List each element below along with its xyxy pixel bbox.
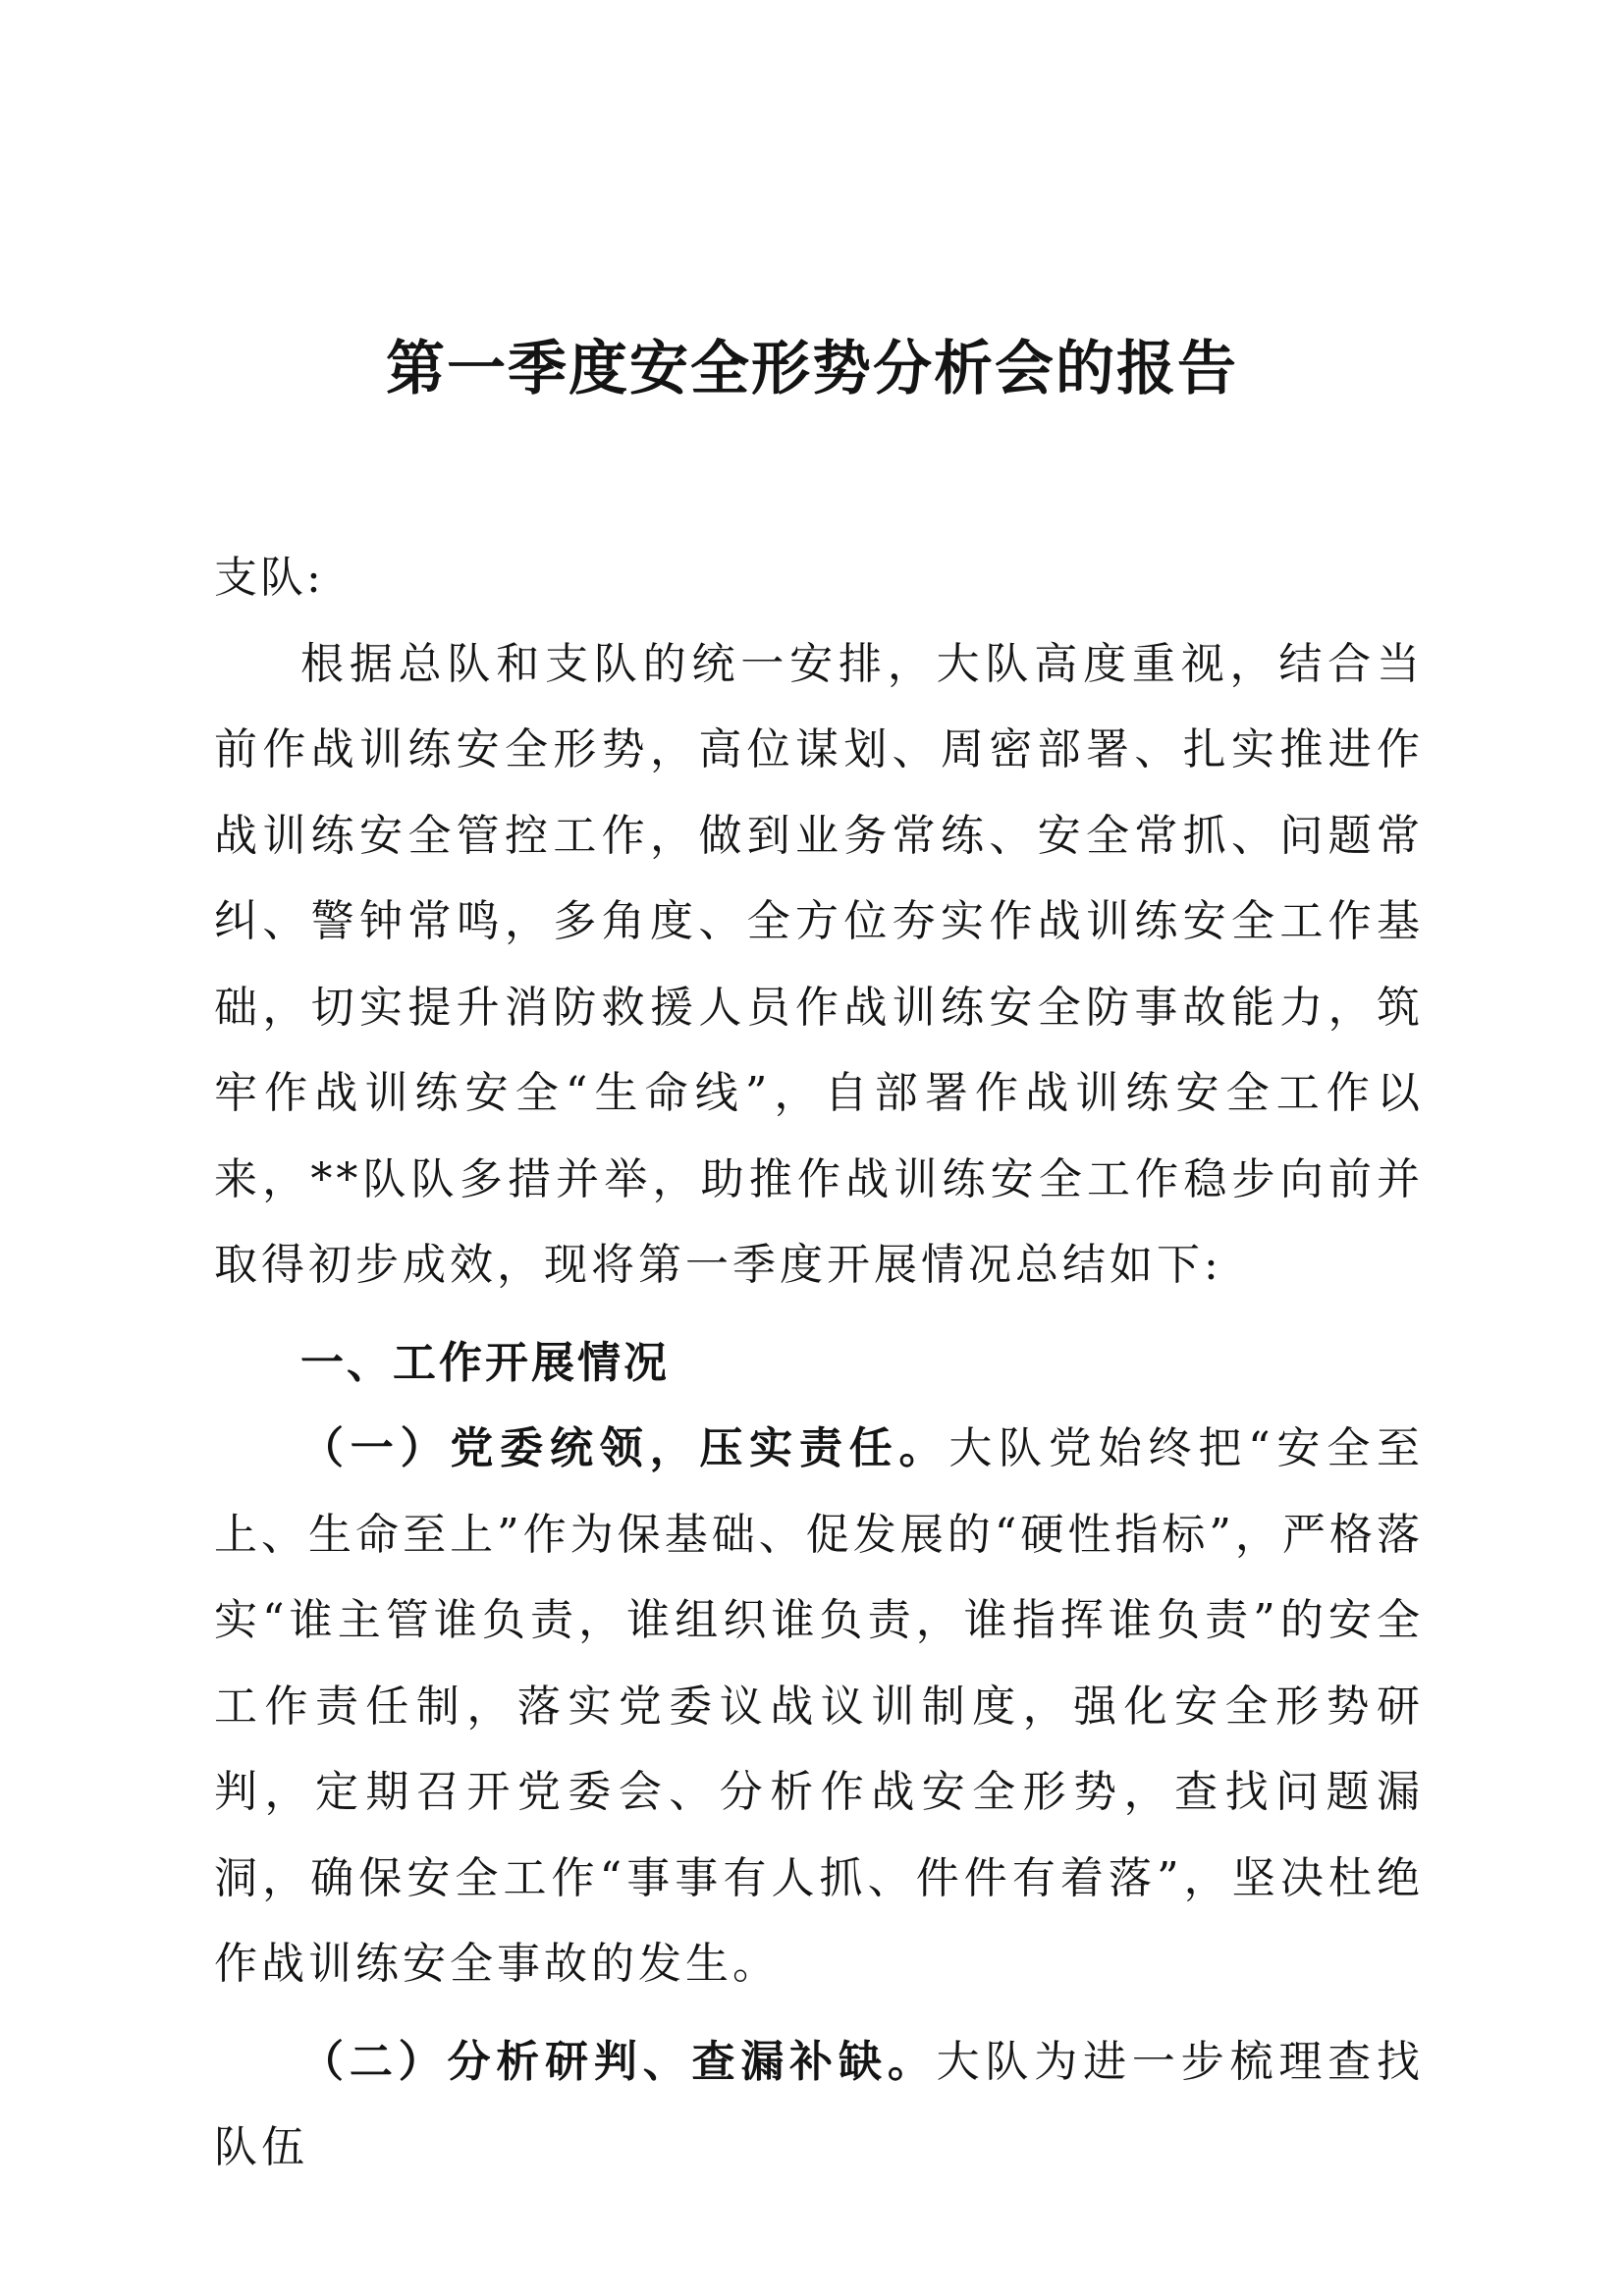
intro-paragraph: 根据总队和支队的统一安排，大队高度重视，结合当前作战训练安全形势，高位谋划、周密部署、扎实推进作战训练安全管控工作，做到业务常练、安全常抓、问题常纠、警钟常鸣，多角度、全方位夯实作战训练安全工作基础，切实提升消防救援人员作战训练安全防事故能力，筑牢作战训练安全“生命线”，自部署作战训练安全工作以来，**队队多措并举，助推作战训练安全工作稳步向前并取得初步成效，现将第一季度开展情况总结如下: — [214, 638, 1424, 1290]
document-body — [214, 535, 1424, 2191]
section-heading-1: 一、工作开展情况 — [300, 1337, 670, 1388]
document-title: 第一季度安全形势分析会的报告 — [386, 335, 1238, 403]
item-2-text: 大队为进一步梳理查找队伍 — [214, 2036, 1425, 2172]
item-1-lead: （一）党委统领，压实责任。 — [300, 1423, 949, 1473]
item-1-text: 大队党始终把“安全至上、生命至上”作为保基础、促发展的“硬性指标”，严格落实“谁主管谁负责，谁组织谁负责，谁指挥谁负责”的安全工作责任制，落实党委议战议训制度，强化安全形势研判，定期召开党委会、分析作战安全形势，查找问题漏洞，确保安全工作“事事有人抓、件件有着落”，坚决杜绝作战训练安全事故的发生。 — [214, 1423, 1424, 1989]
item-2-lead: （二）分析研判、查漏补缺。 — [300, 2036, 937, 2087]
paragraph-item-1 — [214, 1406, 1424, 2007]
paragraph-item-2 — [214, 2019, 1424, 2191]
salutation: 支队: — [214, 553, 324, 603]
